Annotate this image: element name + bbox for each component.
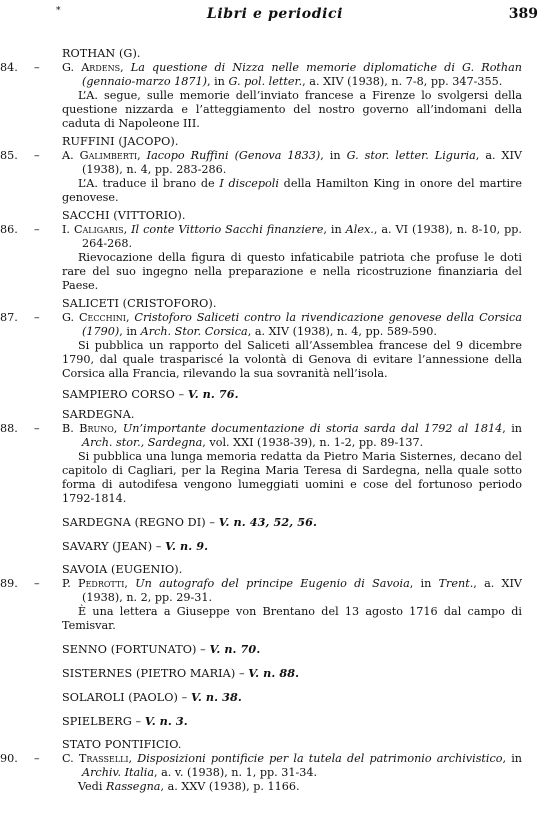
italic-text: Arch. stor., Sardegna [82,436,203,449]
subject-heading [0,642,550,657]
text-run: , in [409,577,439,590]
italic-text: La questione di Nizza nelle memorie diplomatiche di G. Rothan (gennaio-marzo 1871) [82,61,523,88]
italic-text: Iacopo Ruffini (Genova 1833) [146,149,321,162]
heading-text: SARDEGNA. [62,408,135,421]
subject-heading [0,408,550,422]
bibliography-entry [0,577,550,605]
entry-dash: – [34,311,40,324]
subject-heading [0,690,550,705]
subject-heading [0,666,550,681]
entry-author: I. Caligaris, [62,223,128,236]
entry-author: A. Galimberti, [62,149,141,162]
heading-text: SOLAROLI (PAOLO) – [62,691,188,704]
entry-number: 87. [0,311,18,324]
subject-heading [0,387,550,402]
text-run: , a. XIV (1938), n. 2, pp. 29-31. [82,577,523,604]
bibliography-entry [0,752,550,780]
page-number: 389 [508,6,538,22]
cross-reference: V. n. 3. [144,714,188,728]
bibliography-entry [0,311,550,339]
heading-text: SENNO (FORTUNATO) – [62,643,206,656]
running-header [0,7,550,25]
entry-author: P. Pedrotti, [62,577,128,590]
spacer [0,729,550,738]
subject-heading [0,738,550,752]
entry-author: C. Trasselli, [62,752,133,765]
text-run: , a. VI (1938), n. 8-10, pp. 264-268. [82,223,522,250]
entry-summary [0,251,550,293]
text-run: , vol. XXI (1938-39), n. 1-2, pp. 89-137. [202,436,424,449]
text-run: L’A. traduce il brano de [78,177,220,190]
text-run: della Hamilton King in onore del martire genovese. [62,177,522,204]
entry-author: B. Bruno, [62,422,118,435]
entry-summary [0,339,550,381]
heading-text: SALICETI (CRISTOFORO). [62,297,217,310]
bibliography-entry [0,422,550,450]
entry-dash: – [34,577,40,590]
heading-text: ROTHAN (G). [62,47,141,60]
heading-text: SACCHI (VITTORIO). [62,209,186,222]
italic-text: I discepoli [219,177,279,190]
entry-dash: – [34,61,40,74]
text-run: , in [502,422,522,435]
heading-text: SISTERNES (PIETRO MARIA) – [62,667,245,680]
summary-text: Rievocazione della figura di questo infaticabile patriota che profuse le doti rare del suo ingegno nella preparazione e nella ricostruzione finanziaria del Paese. [62,251,522,292]
italic-text: Un autografo del principe Eugenio di Savoia [135,577,410,590]
italic-text: Il conte Vittorio Sacchi finanziere [131,223,324,236]
entry-dash: – [34,752,40,765]
heading-text: SAMPIERO CORSO – [62,388,185,401]
cross-reference: V. n. 9. [165,539,209,553]
text-run: , in [206,75,229,88]
heading-text: STATO PONTIFICIO. [62,738,182,751]
italic-text: Archiv. Italia [82,766,154,779]
italic-text: Alex. [345,223,374,236]
heading-text: SPIELBERG – [62,715,142,728]
entry-summary [0,177,550,205]
subject-heading [0,563,550,577]
heading-text: SAVARY (JEAN) – [62,540,162,553]
corner-mark: * [56,6,61,16]
entry-dash: – [34,149,40,162]
italic-text: Rassegna [105,780,161,793]
running-title: Libri e periodici [206,6,344,22]
subject-heading [0,209,550,223]
subject-heading [0,297,550,311]
text-run: , in [502,752,522,765]
italic-text: G. pol. letter. [228,75,303,88]
entry-number: 86. [0,223,18,236]
bibliography-list [0,47,550,794]
text-run: , a. XIV (1938), n. 4, pp. 283-286. [82,149,522,176]
text-run: , a. v. (1938), n. 1, pp. 31-34. [154,766,318,779]
entry-dash: – [34,223,40,236]
italic-text: Arch. Stor. Corsica [140,325,248,338]
entry-summary [0,780,550,794]
bibliography-entry [0,149,550,177]
spacer [0,506,550,515]
spacer [0,705,550,714]
text-run: , a. XXV (1938), p. 1166. [160,780,300,793]
italic-text: Trent. [438,577,474,590]
italic-text: Un’importante documentazione di storia sarda dal 1792 al 1814 [122,422,503,435]
spacer [0,681,550,690]
spacer [0,657,550,666]
summary-text: È una lettera a Giuseppe von Brentano del 13 agosto 1716 dal campo di Temisvar. [62,605,522,632]
spacer [0,554,550,563]
summary-text: Si pubblica un rapporto del Saliceti all’Assemblea francese del 9 dicembre 1790, dal quale traspariscé la volontà di Genova di evitare l’annessione della Corsica alla Francia, rilevando la sua sovranità nell’isola. [62,339,522,380]
entry-number: 89. [0,577,18,590]
spacer [0,530,550,539]
entry-number: 84. [0,61,18,74]
cross-reference: V. n. 43, 52, 56. [218,515,318,529]
entry-summary [0,605,550,633]
cross-reference: V. n. 76. [187,387,239,401]
subject-heading [0,714,550,729]
subject-heading [0,47,550,61]
entry-summary [0,89,550,131]
text-run: , a. XIV (1938), n. 7-8, pp. 347-355. [302,75,503,88]
spacer [0,633,550,642]
cross-reference: V. n. 70. [209,642,261,656]
subject-heading [0,539,550,554]
text-run: , in [323,223,346,236]
subject-heading [0,135,550,149]
cross-reference: V. n. 88. [248,666,300,680]
heading-text: SAVOIA (EUGENIO). [62,563,183,576]
italic-text: Disposizioni pontificie per la tutela del patrimonio archivistico [137,752,503,765]
entry-summary [0,450,550,506]
text-run: , a. XIV (1938), n. 4, pp. 589-590. [247,325,437,338]
text-run: Vedi [78,780,106,793]
summary-text: Si pubblica una lunga memoria redatta da Pietro Maria Sisternes, decano del capitolo di Cagliari, per la Regina Maria Teresa di Sardegna, nella quale sotto forma di autodifesa vengono lumeggiati uomini e cose del fortunoso periodo 1792-1814. [62,450,522,505]
entry-number: 90. [0,752,18,765]
summary-text: L’A. segue, sulle memorie dell’inviato francese a Firenze lo svolgersi della questione nizzarda e l’atteggiamento del nostro governo all’indomani della caduta di Napoleone III. [62,89,522,130]
italic-text: G. stor. letter. Liguria [346,149,476,162]
entry-number: 85. [0,149,18,162]
heading-text: RUFFINI (JACOPO). [62,135,179,148]
entry-dash: – [34,422,40,435]
bibliography-entry [0,223,550,251]
heading-text: SARDEGNA (REGNO DI) – [62,516,216,529]
bibliography-entry [0,61,550,89]
italic-text: Cristoforo Saliceti contro la rivendicazione genovese della Corsica (1790) [82,311,522,338]
entry-number: 88. [0,422,18,435]
entry-author: G. Ardens, [62,61,124,74]
text-run: , in [119,325,141,338]
cross-reference: V. n. 38. [191,690,242,704]
entry-author: G. Cecchini, [62,311,130,324]
subject-heading [0,515,550,530]
text-run: , in [320,149,347,162]
